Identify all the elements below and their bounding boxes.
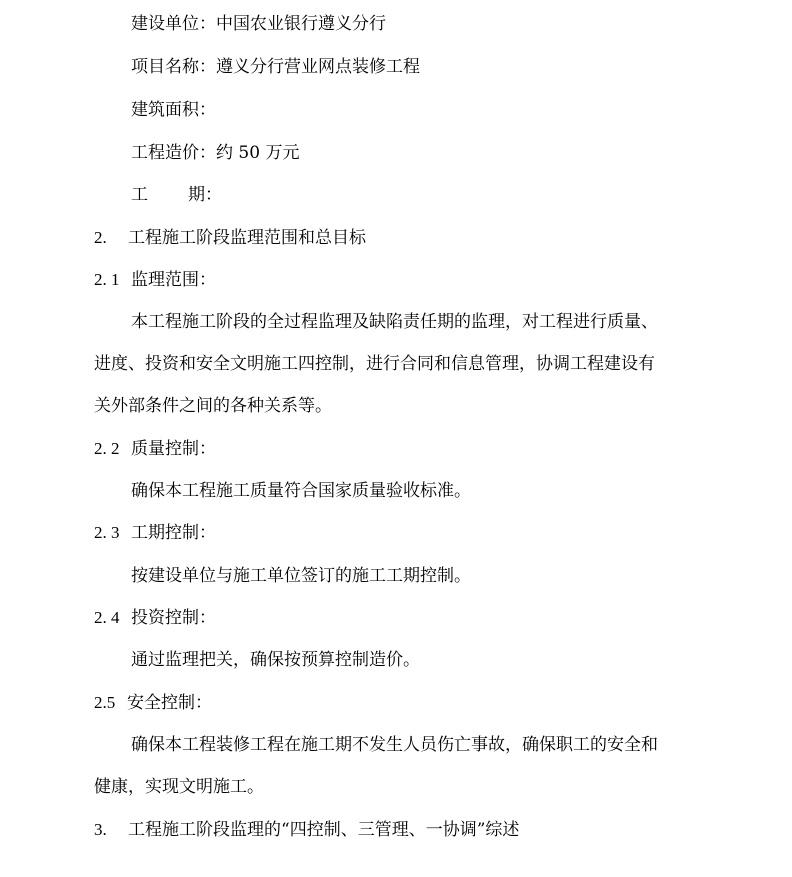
section-2-1-heading	[94, 268, 216, 292]
section-title: 工程施工阶段监理的“四控制、三管理、一协调”综述	[128, 820, 520, 840]
section-title: 投资控制：	[131, 608, 216, 628]
period-label-part-a: 工	[131, 185, 148, 205]
section-number: 2.	[94, 228, 107, 247]
section-title: 监理范围：	[131, 270, 216, 290]
section-title: 质量控制：	[131, 439, 216, 459]
section-2-5-paragraph-line: 确保本工程装修工程在施工期不发生人员伤亡事故，确保职工的安全和	[131, 735, 658, 755]
period-label-part-b: 期：	[188, 185, 222, 205]
section-number: 2.5	[94, 693, 116, 712]
section-2-1-paragraph-line: 本工程施工阶段的全过程监理及缺陷责任期的监理，对工程进行质量、	[131, 312, 658, 332]
section-2-5-heading	[94, 691, 212, 715]
section-number: 2. 2	[94, 439, 120, 458]
section-2-4-paragraph-line: 通过监理把关，确保按预算控制造价。	[131, 650, 420, 670]
section-2-5-paragraph-line: 健康，实现文明施工。	[94, 777, 264, 797]
project-cost-line: 工程造价：约 50 万元	[131, 143, 300, 163]
section-2-3-heading	[94, 521, 216, 545]
section-3-heading	[94, 818, 519, 842]
section-title: 安全控制：	[127, 693, 212, 713]
section-number: 2. 1	[94, 270, 120, 289]
section-2-2-heading	[94, 437, 216, 461]
builder-line: 建设单位：中国农业银行遵义分行	[131, 14, 386, 34]
section-2-4-heading	[94, 606, 216, 630]
project-name-line: 项目名称：遵义分行营业网点装修工程	[131, 57, 420, 77]
section-title: 工程施工阶段监理范围和总目标	[128, 228, 366, 248]
section-2-1-paragraph-line: 关外部条件之间的各种关系等。	[94, 396, 332, 416]
building-area-line: 建筑面积：	[131, 100, 216, 120]
section-number: 3.	[94, 820, 107, 839]
section-title: 工期控制：	[131, 523, 216, 543]
section-number: 2. 3	[94, 523, 120, 542]
construction-period-line	[131, 183, 222, 207]
section-2-3-paragraph-line: 按建设单位与施工单位签订的施工工期控制。	[131, 566, 471, 586]
section-2-2-paragraph-line: 确保本工程施工质量符合国家质量验收标准。	[131, 481, 471, 501]
section-2-1-paragraph-line: 进度、投资和安全文明施工四控制，进行合同和信息管理，协调工程建设有	[94, 354, 655, 374]
section-number: 2. 4	[94, 608, 120, 627]
section-2-heading	[94, 226, 366, 250]
